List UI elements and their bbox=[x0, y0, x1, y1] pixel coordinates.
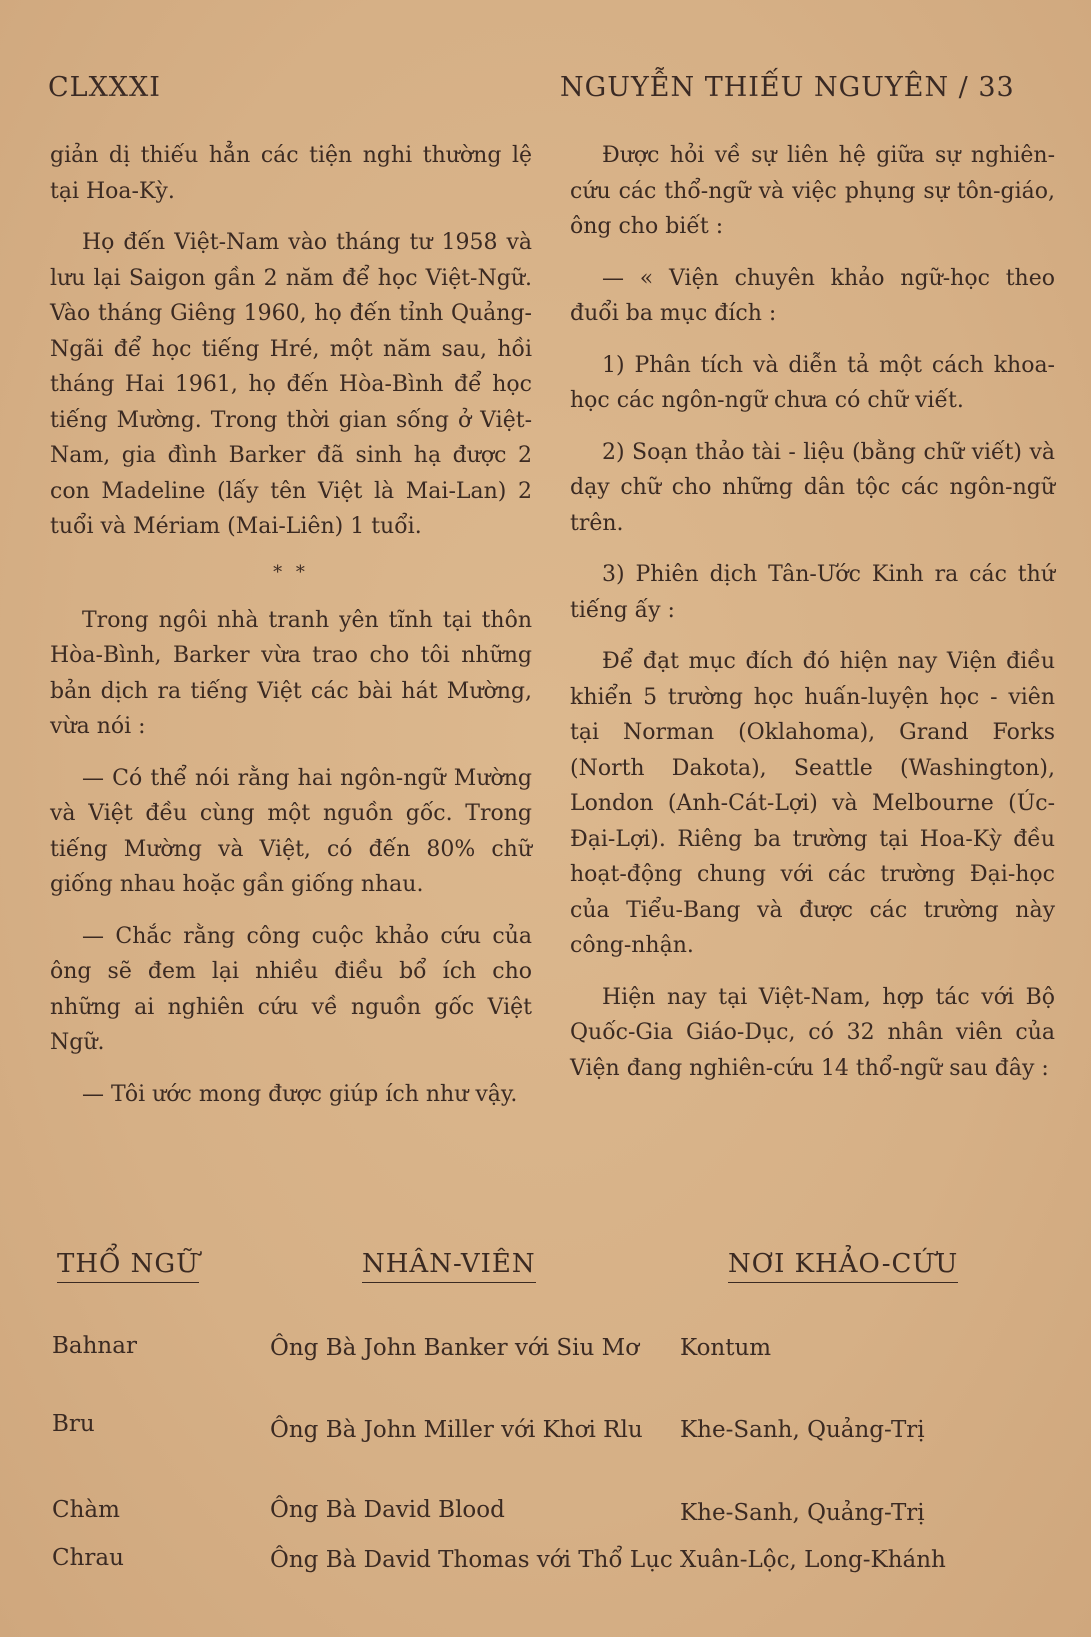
table-header-dialect: THỔ NGỮ bbox=[57, 1248, 199, 1283]
table-cell-dialect: Bru bbox=[52, 1411, 95, 1437]
paragraph: giản dị thiếu hẳn các tiện nghi thường lệ tại Hoa-Kỳ. bbox=[50, 143, 532, 204]
table-cell-location: Khe-Sanh, Quảng-Trị bbox=[680, 1417, 925, 1443]
paragraph: 3) Phiên dịch Tân-Ước Kinh ra các thứ tiếng ấy : bbox=[570, 562, 1055, 623]
table-header-staff: NHÂN-VIÊN bbox=[362, 1248, 536, 1283]
table-header-location: NƠI KHẢO-CỨU bbox=[728, 1248, 958, 1283]
table-cell-location: Xuân-Lộc, Long-Khánh bbox=[680, 1547, 946, 1573]
paragraph: Hiện nay tại Việt-Nam, hợp tác với Bộ Quốc-Gia Giáo-Dục, có 32 nhân viên của Viện đang nghiên-cứu 14 thổ-ngữ sau đây : bbox=[570, 984, 1055, 1081]
section-separator: * * bbox=[273, 561, 309, 583]
table-cell-location: Kontum bbox=[680, 1335, 772, 1361]
chapter-number: CLXXXI bbox=[48, 72, 161, 103]
paragraph: 1) Phân tích và diễn tả một cách khoa-học các ngôn-ngữ chưa có chữ viết. bbox=[570, 352, 1055, 413]
table-cell-staff: Ông Bà John Banker với Siu Mơ bbox=[270, 1335, 640, 1361]
paragraph: — Chắc rằng công cuộc khảo cứu của ông sẽ đem lại nhiều điều bổ ích cho những ai nghiên cứu về nguồn gốc Việt Ngữ. bbox=[50, 923, 532, 1055]
paragraph: Trong ngôi nhà tranh yên tĩnh tại thôn Hòa-Bình, Barker vừa trao cho tôi những bản dịch ra tiếng Việt các bài hát Mường, vừa nói : bbox=[50, 607, 532, 739]
paragraph: 2) Soạn thảo tài - liệu (bằng chữ viết) và dạy chữ cho những dân tộc các ngôn-ngữ trên. bbox=[570, 439, 1055, 536]
paragraph: Để đạt mục đích đó hiện nay Viện điều khiển 5 trường học huấn-luyện học - viên tại Norman (Oklahoma), Grand Forks (North Dakota), Seattle (Washington), London (Anh-Cát-Lợi) và Melbourne (Úc-Đại-Lợi). Riêng ba trường tại Hoa-Kỳ đều hoạt-động chung với các trường Đại-học của Tiểu-Bang và được các trường này công-nhận. bbox=[570, 649, 1055, 958]
table-cell-dialect: Chàm bbox=[52, 1497, 120, 1523]
right-column bbox=[570, 138, 1055, 1102]
paragraph: — « Viện chuyên khảo ngữ-học theo đuổi ba mục đích : bbox=[570, 265, 1055, 326]
table-cell-staff: Ông Bà David Thomas với Thổ Lục bbox=[270, 1547, 673, 1573]
table-cell-location: Khe-Sanh, Quảng-Trị bbox=[680, 1500, 925, 1526]
paragraph: Họ đến Việt-Nam vào tháng tư 1958 và lưu lại Saigon gần 2 năm để học Việt-Ngữ. Vào tháng Giêng 1960, họ đến tỉnh Quảng-Ngãi để học tiếng Hré, một năm sau, hồi tháng Hai 1961, họ đến Hòa-Bình để học tiếng Mường. Trong thời gian sống ở Việt-Nam, gia đình Barker đã sinh hạ được 2 con Madeline (lấy tên Việt là Mai-Lan) 2 tuổi và Mériam (Mai-Liên) 1 tuổi. bbox=[50, 230, 532, 539]
left-column bbox=[50, 138, 532, 1128]
table-cell-dialect: Chrau bbox=[52, 1545, 124, 1571]
paragraph: — Tôi ước mong được giúp ích như vậy. bbox=[82, 1081, 518, 1107]
paragraph: — Có thể nói rằng hai ngôn-ngữ Mường và Việt đều cùng một nguồn gốc. Trong tiếng Mường và Việt, có đến 80% chữ giống nhau hoặc gần giống nhau. bbox=[50, 765, 532, 897]
running-header: NGUYỄN THIẾU NGUYÊN / 33 bbox=[560, 72, 1015, 103]
table-cell-staff: Ông Bà David Blood bbox=[270, 1497, 505, 1523]
table-cell-staff: Ông Bà John Miller với Khơi Rlu bbox=[270, 1417, 643, 1443]
table-cell-dialect: Bahnar bbox=[52, 1333, 137, 1359]
paragraph: Được hỏi về sự liên hệ giữa sự nghiên-cứu các thổ-ngữ và việc phụng sự tôn-giáo, ông cho biết : bbox=[570, 143, 1055, 239]
